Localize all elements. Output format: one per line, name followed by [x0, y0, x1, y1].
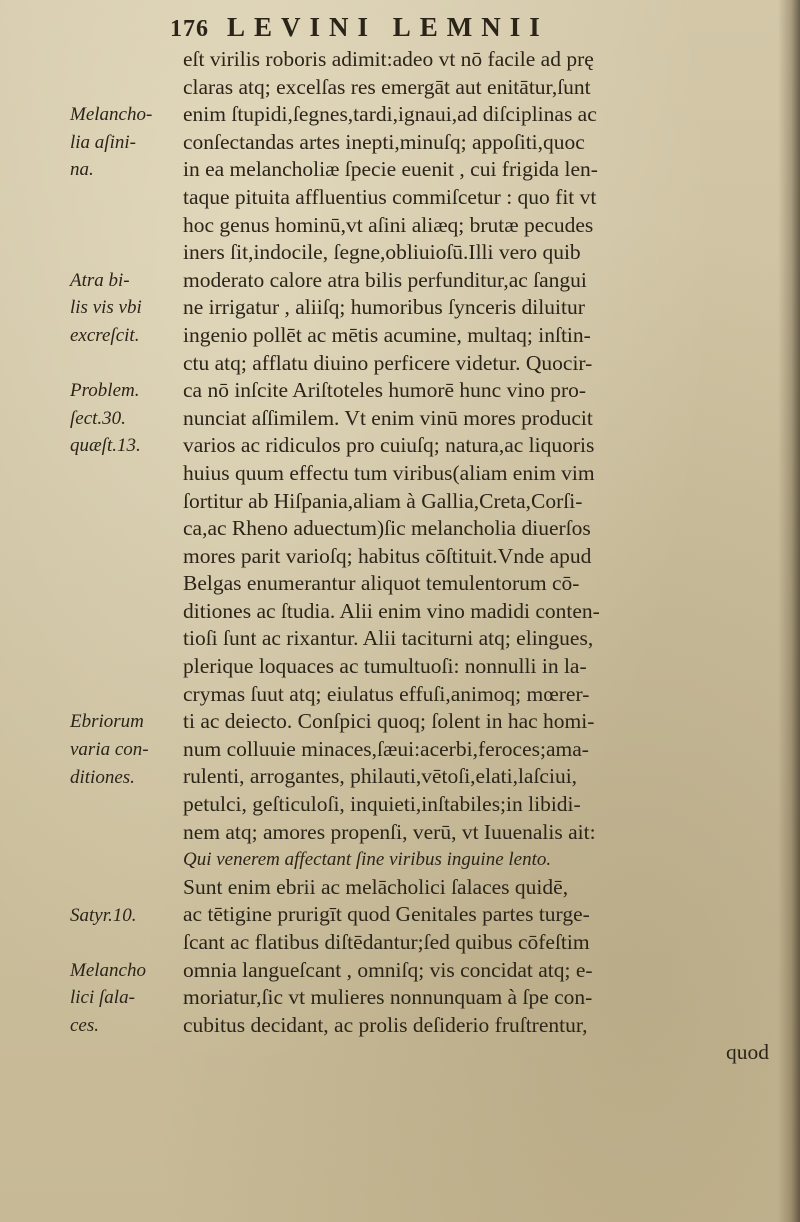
text-line: hoc genus hominū,vt aſini aliæq; brutæ pecudes — [183, 212, 594, 237]
text-line: ca nō inſcite Ariſtoteles humorē hunc vino pro- — [183, 378, 587, 403]
margin-note-line: lici ſala- — [70, 987, 135, 1009]
margin-note — [70, 957, 146, 1040]
margin-note-line: Atra bi- — [70, 269, 130, 291]
text-line: quod — [726, 1040, 769, 1065]
margin-note-line: Satyr.10. — [70, 904, 137, 926]
margin-note-line: quæſt.13. — [70, 435, 141, 457]
margin-note-line: Melancho — [70, 959, 146, 981]
text-line: eſt virilis roboris adimit:adeo vt nō facile ad prę — [183, 47, 594, 71]
margin-note-line: lis vis vbi — [70, 297, 142, 319]
text-line: varios ac ridiculos pro cuiuſq; natura,ac liquoris — [183, 433, 595, 458]
text-line: mores parit varioſq; habitus cōſtituit.Vnde apud — [183, 543, 592, 568]
text-line: ſortitur ab Hiſpania,aliam à Gallia,Creta,Corſi- — [183, 488, 583, 513]
margin-notes — [0, 0, 180, 1222]
margin-note-line: na. — [70, 159, 94, 181]
margin-note-line: ſect.30. — [70, 407, 126, 429]
text-line: in ea melancholiæ ſpecie euenit , cui frigida len- — [183, 157, 598, 182]
text-line: ti ac deiecto. Conſpici quoq; ſolent in hac homi- — [183, 709, 595, 734]
margin-note — [70, 101, 152, 184]
text-line: moriatur,ſic vt mulieres nonnunquam à ſpe con- — [183, 985, 593, 1010]
margin-note-line: excreſcit. — [70, 324, 140, 346]
margin-note-line: Problem. — [70, 380, 140, 402]
text-line: nunciat aſſimilem. Vt enim vinū mores producit — [183, 405, 593, 430]
text-line: tioſi ſunt ac rixantur. Alii taciturni atq; elingues, — [183, 626, 594, 651]
text-line: cubitus decidant, ac prolis deſiderio fruſtrentur, — [183, 1012, 588, 1037]
text-line: ſcant ac flatibus diſtēdantur;ſed quibus cōfeſtim — [183, 930, 590, 954]
margin-note-line: lia aſini- — [70, 131, 136, 153]
text-line: nem atq; amores propenſi, verū, vt Iuuenalis ait: — [183, 819, 596, 844]
text-line: iners ſit,indocile, ſegne,obliuioſū.Illi vero quib — [183, 240, 581, 265]
margin-note-line: Ebriorum — [70, 711, 144, 733]
text-line: rulenti, arrogantes, philauti,vētoſi,elati,laſciui, — [183, 764, 578, 789]
text-line: ingenio pollēt ac mētis acumine, multaq; inſtin- — [183, 322, 591, 347]
page-header — [170, 12, 780, 43]
margin-note-line: varia con- — [70, 738, 149, 760]
text-line: petulci, geſticuloſi, inquieti,inſtabiles;in libidi- — [183, 792, 581, 817]
text-line: ne irrigatur , aliiſq; humoribus ſynceris diluitur — [183, 295, 585, 320]
main-text-block — [183, 46, 783, 1067]
margin-note-line: Melancho- — [70, 104, 153, 126]
text-line: enim ſtupidi,ſegnes,tardi,ignaui,ad diſciplinas ac — [183, 102, 597, 127]
page-number: 176 — [170, 16, 209, 42]
margin-note — [70, 708, 149, 791]
text-line: taque pituita affluentius commiſcetur : quo fit vt — [183, 184, 597, 209]
text-line: Qui venerem affectant ſine viribus inguine lento. — [183, 849, 552, 871]
text-line: moderato calore atra bilis perfunditur,ac ſangui — [183, 267, 587, 292]
text-line: plerique loquaces ac tumultuoſi: nonnulli in la- — [183, 654, 587, 679]
text-line: Sunt enim ebrii ac melācholici ſalaces quidē, — [183, 874, 569, 899]
margin-note-line: ditiones. — [70, 766, 135, 788]
text-line: crymas ſuut atq; eiulatus effuſi,animoq; mœrer- — [183, 681, 590, 706]
text-line: ca,ac Rheno aduectum)ſic melancholia diuerſos — [183, 516, 591, 541]
margin-note — [70, 902, 137, 930]
text-line: huius quum effectu tum viribus(aliam enim vim — [183, 460, 595, 485]
text-line: ditiones ac ſtudia. Alii enim vino madidi conten- — [183, 598, 600, 623]
text-line: omnia langueſcant , omniſq; vis concidat atq; e- — [183, 957, 593, 982]
margin-note — [70, 377, 141, 460]
text-line: conſectandas artes inepti,minuſq; appoſiti,quoc — [183, 129, 585, 154]
margin-note — [70, 267, 142, 350]
running-title: LEVINI LEMNII — [227, 12, 549, 42]
text-line: Belgas enumerantur aliquot temulentorum cō- — [183, 571, 580, 596]
text-line: ctu atq; afflatu diuino perficere videtur. Quocir- — [183, 350, 593, 375]
text-line: claras atq; excelſas res emergāt aut enitātur,ſunt — [183, 74, 591, 99]
margin-note-line: ces. — [70, 1014, 100, 1036]
text-line: ac tētigine prurigīt quod Genitales partes turge- — [183, 902, 590, 927]
text-line: num colluuie minaces,ſæui:acerbi,feroces;ama- — [183, 736, 589, 761]
